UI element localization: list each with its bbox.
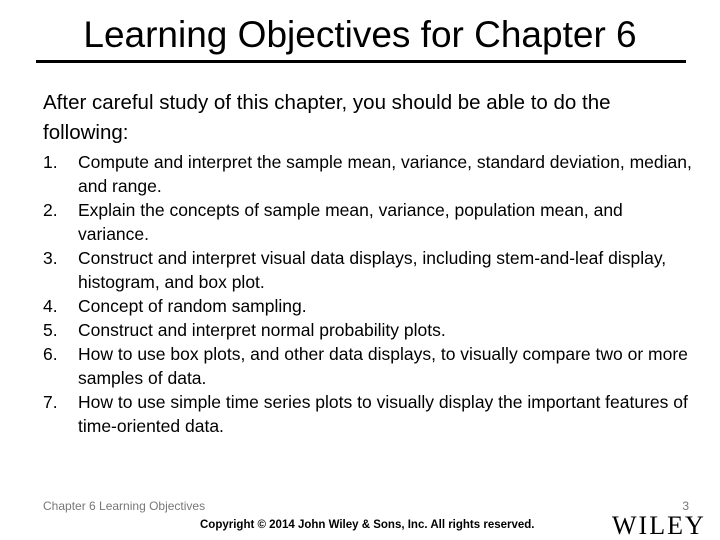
objective-number: 4. xyxy=(43,296,58,316)
objective-number: 1. xyxy=(43,152,58,172)
objective-number: 7. xyxy=(43,392,58,412)
objective-item xyxy=(43,342,693,390)
objective-item xyxy=(43,318,693,342)
objective-text: Construct and interpret visual data displays, including stem-and-leaf display, histogram, and box plot. xyxy=(78,248,667,292)
objective-item xyxy=(43,390,693,438)
objective-text: How to use simple time series plots to visually display the important features of time-oriented data. xyxy=(78,392,688,436)
copyright-notice: Copyright © 2014 John Wiley & Sons, Inc. All rights reserved. xyxy=(200,519,535,531)
objective-item xyxy=(43,246,693,294)
objective-text: Compute and interpret the sample mean, variance, standard deviation, median, and range. xyxy=(78,152,692,196)
footer-section-label: Chapter 6 Learning Objectives xyxy=(43,499,206,513)
objectives-list xyxy=(43,150,693,438)
objective-item xyxy=(43,294,693,318)
objective-number: 6. xyxy=(43,344,58,364)
page-number: 3 xyxy=(682,499,689,513)
objective-item xyxy=(43,150,693,198)
slide-title: Learning Objectives for Chapter 6 xyxy=(83,14,637,55)
intro-text: After careful study of this chapter, you should be able to do the following: xyxy=(43,91,611,144)
objective-text: How to use box plots, and other data displays, to visually compare two or more samples of data. xyxy=(78,344,688,388)
objective-number: 2. xyxy=(43,200,58,220)
objective-item xyxy=(43,198,693,246)
objective-number: 5. xyxy=(43,320,58,340)
objective-text: Construct and interpret normal probability plots. xyxy=(78,320,446,340)
objective-number: 3. xyxy=(43,248,58,268)
wiley-logo: WILEY xyxy=(612,511,706,540)
objective-text: Explain the concepts of sample mean, variance, population mean, and variance. xyxy=(78,200,623,244)
objective-text: Concept of random sampling. xyxy=(78,296,307,316)
title-underline xyxy=(36,60,686,63)
